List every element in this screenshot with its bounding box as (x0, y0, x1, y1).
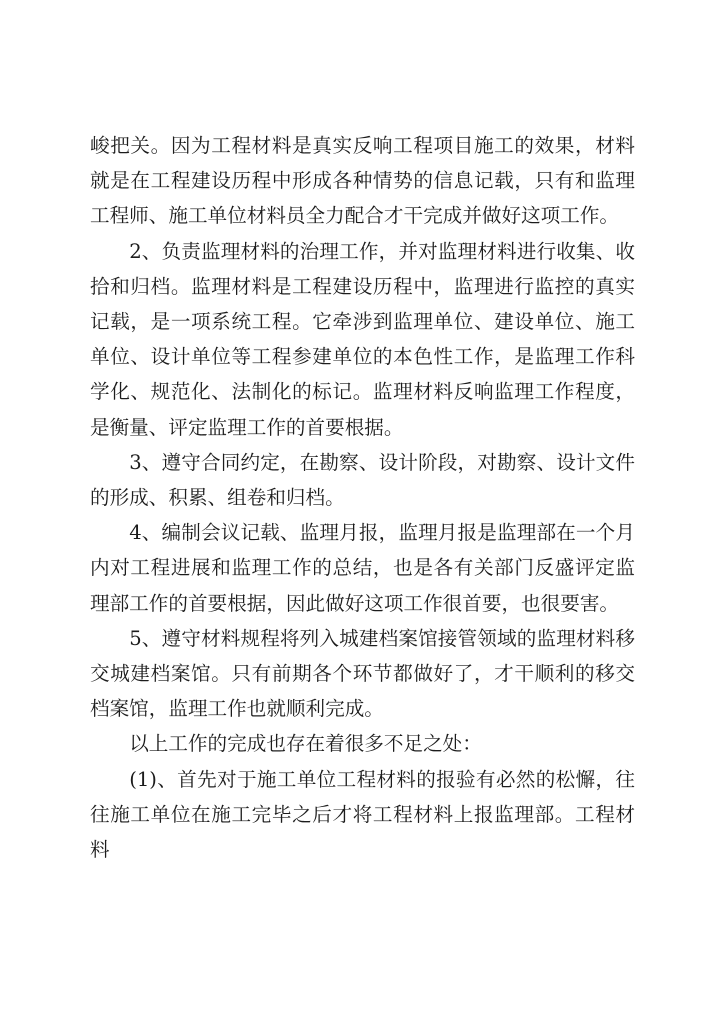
paragraph-continuation: 峻把关。因为工程材料是真实反响工程项目施工的效果，材料就是在工程建设历程中形成各种情势的信息记载，只有和监理工程师、施工单位材料员全力配合才干完成并做好这项工作。 (90, 134, 635, 228)
paragraph-item-5: 5、遵守材料规程将列入城建档案馆接管领域的监理材料移交城建档案馆。只有前期各个环节都做好了，才干顺利的移交档案馆，监理工作也就顺利完成。 (90, 626, 635, 721)
paragraph-issue-1: (1)、首先对于施工单位工程材料的报验有必然的松懈，往往施工单位在施工完毕之后才将工程材料上报监理部。工程材料 (90, 767, 635, 862)
paragraph-item-4: 4、编制会议记载、监理月报，监理月报是监理部在一个月内对工程进展和监理工作的总结，也是各有关部门反盛评定监理部工作的首要根据，因此做好这项工作很首要，也很要害。 (90, 521, 635, 615)
paragraph-item-3: 3、遵守合同约定，在勘察、设计阶段，对勘察、设计文件的形成、积累、组卷和归档。 (90, 450, 635, 510)
document-body (90, 128, 635, 867)
paragraph-summary: 以上工作的完成也存在着很多不足之处： (129, 732, 482, 756)
paragraph-item-2: 2、负责监理材料的治理工作，并对监理材料进行收集、收拾和归档。监理材料是工程建设历程中，监理进行监控的真实记载，是一项系统工程。它牵涉到监理单位、建设单位、施工单位、设计单位等工程参建单位的本色性工作，是监理工作科学化、规范化、法制化的标记。监理材料反响监理工作程度，是衡量、评定监理工作的首要根据。 (90, 239, 635, 439)
